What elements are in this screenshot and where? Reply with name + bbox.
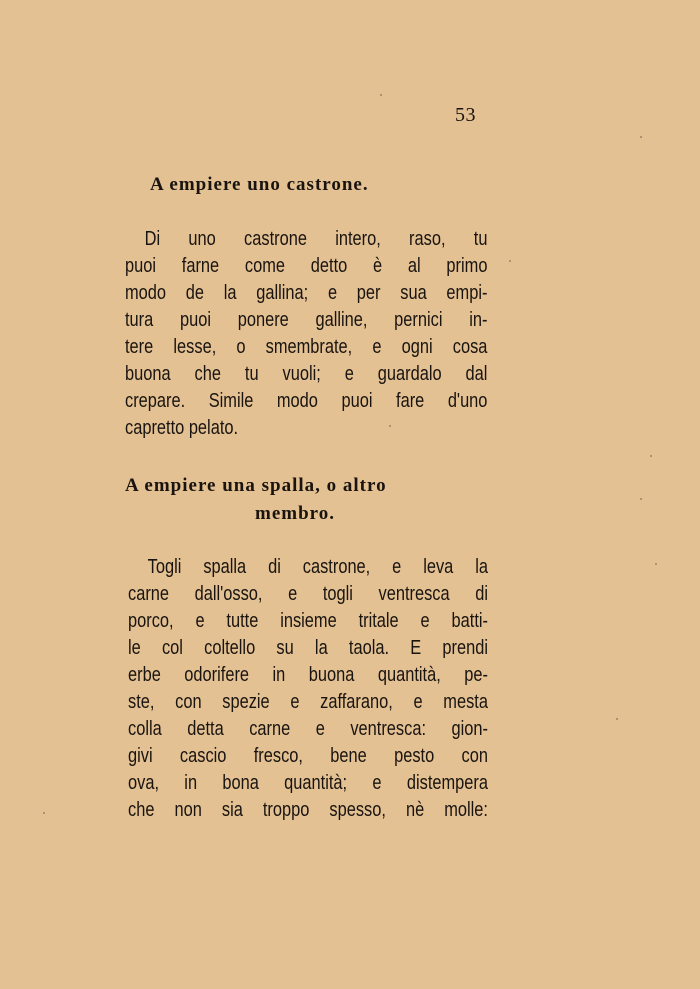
paper-speck xyxy=(389,425,391,427)
paper-speck xyxy=(380,94,382,96)
text-line: tere lesse, o smembrate, e ogni cosa xyxy=(125,336,488,358)
paper-speck xyxy=(509,260,511,262)
text-line: givi cascio fresco, bene pesto con xyxy=(128,745,488,767)
text-line: colla detta carne e ventresca: gion- xyxy=(128,718,488,740)
text-line: porco, e tutte insieme tritale e batti- xyxy=(128,610,488,632)
text-line: Togli spalla di castrone, e leva la xyxy=(147,556,488,578)
text-line: crepare. Simile modo puoi fare d'uno xyxy=(125,390,488,412)
text-line: le col coltello su la taola. E prendi xyxy=(128,637,488,659)
text-line: ova, in bona quantità; e distempera xyxy=(128,772,488,794)
paper-speck xyxy=(655,563,657,565)
section-title-spalla: A empiere una spalla, o altro xyxy=(125,475,387,496)
paper-speck xyxy=(640,498,642,500)
paper-speck xyxy=(43,812,45,814)
text-line: modo de la gallina; e per sua empi- xyxy=(125,282,488,304)
paper-speck xyxy=(640,136,642,138)
text-line: che non sia troppo spesso, nè molle: xyxy=(128,799,488,821)
text-line: erbe odorifere in buona quantità, pe- xyxy=(128,664,488,686)
text-line: Di uno castrone intero, raso, tu xyxy=(144,228,488,250)
text-line: puoi farne come detto è al primo xyxy=(125,255,488,277)
text-line: ste, con spezie e zaffarano, e mesta xyxy=(128,691,488,713)
page-number: 53 xyxy=(455,104,476,126)
section-title-castrone: A empiere uno castrone. xyxy=(150,174,369,195)
text-line: buona che tu vuoli; e guardalo dal xyxy=(125,363,488,385)
text-line: carne dall'osso, e togli ventresca di xyxy=(128,583,488,605)
text-line: tura puoi ponere galline, pernici in- xyxy=(125,309,488,331)
paper-speck xyxy=(616,718,618,720)
text-line: capretto pelato. xyxy=(125,417,239,439)
paper-speck xyxy=(650,455,652,457)
section-title-spalla-continued: membro. xyxy=(255,503,335,524)
